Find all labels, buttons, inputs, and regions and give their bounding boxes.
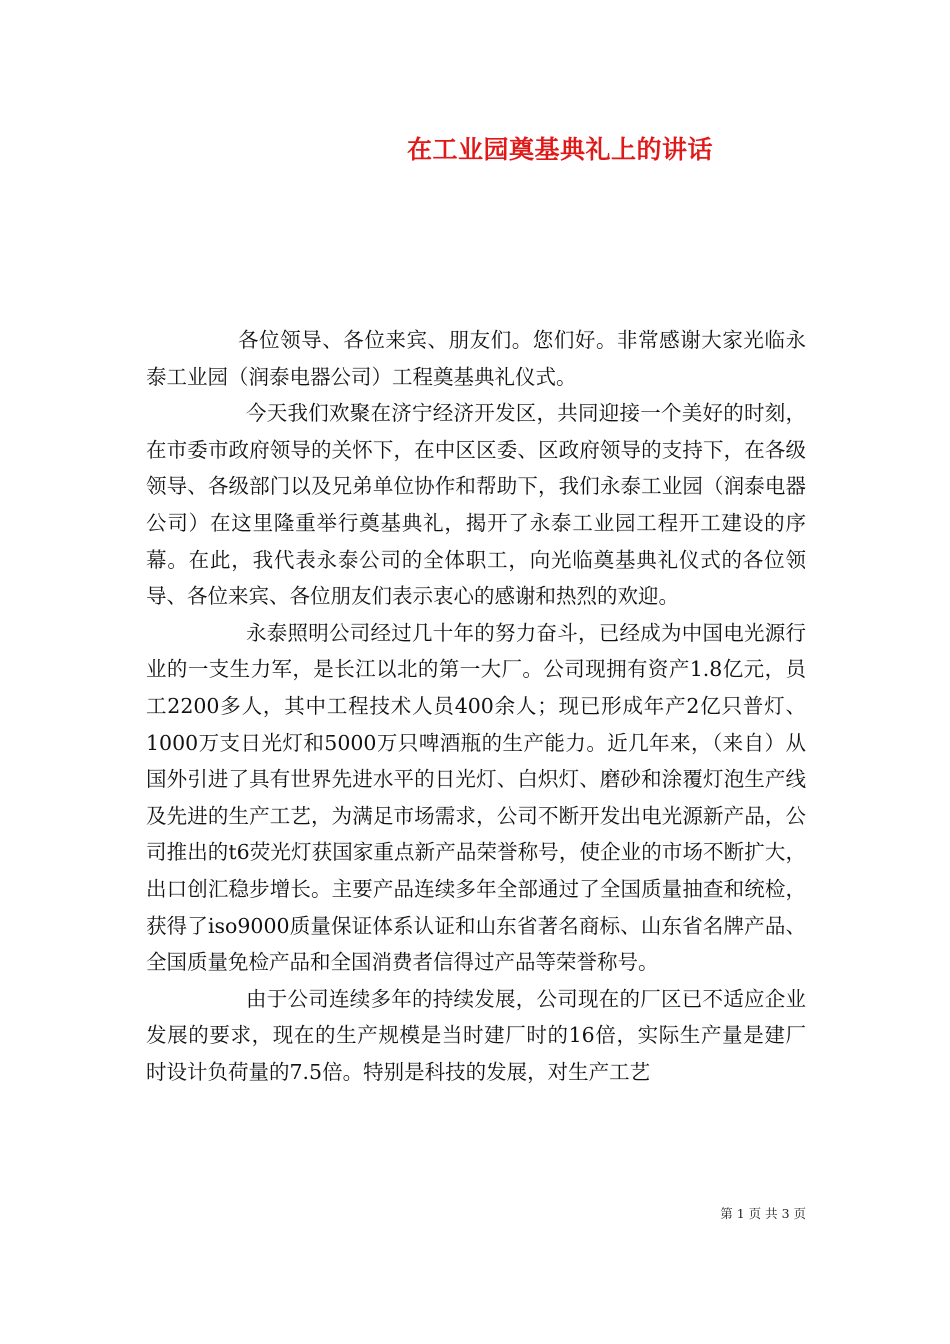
document-body <box>146 322 806 1090</box>
document-title: 在工业园奠基典礼上的讲话 <box>406 135 713 164</box>
paragraph-company-profile: 永泰照明公司经过几十年的努力奋斗，已经成为中国电光源行业的一支生力军，是长江以北的第一大厂。公司现拥有资产1.8亿元，员工2200多人，其中工程技术人员400余人；现已形成年产2亿只普灯、1000万支日光灯和5000万只啤酒瓶的生产能力。近几年来，（来自）从国外引进了具有世界先进水平的日光灯、白炽灯、磨砂和涂覆灯泡生产线及先进的生产工艺，为满足市场需求，公司不断开发出电光源新产品，公司推出的t6荧光灯获国家重点新产品荣誉称号，使企业的市场不断扩大，出口创汇稳步增长。主要产品连续多年全部通过了全国质量抽查和统检，获得了iso9000质量保证体系认证和山东省著名商标、山东省名牌产品、全国质量免检产品和全国消费者信得过产品等荣誉称号。 <box>146 620 806 975</box>
page-number: 第 1 页 共 3 页 <box>720 1206 806 1221</box>
paragraph-greeting: 各位领导、各位来宾、朋友们。您们好。非常感谢大家光临永泰工业园（润泰电器公司）工程奠基典礼仪式。 <box>146 328 806 389</box>
paragraph-development: 由于公司连续多年的持续发展，公司现在的厂区已不适应企业发展的要求，现在的生产规模是当时建厂时的16倍，实际生产量是建厂时设计负荷量的7.5倍。特别是科技的发展，对生产工艺 <box>146 986 806 1084</box>
paragraph-ceremony: 今天我们欢聚在济宁经济开发区，共同迎接一个美好的时刻，在市委市政府领导的关怀下，在中区区委、区政府领导的支持下，在各级领导、各级部门以及兄弟单位协作和帮助下，我们永泰工业园（润泰电器公司）在这里隆重举行奠基典礼，揭开了永泰工业园工程开工建设的序幕。在此，我代表永泰公司的全体职工，向光临奠基典礼仪式的各位领导、各位来宾、各位朋友们表示衷心的感谢和热烈的欢迎。 <box>146 401 806 609</box>
